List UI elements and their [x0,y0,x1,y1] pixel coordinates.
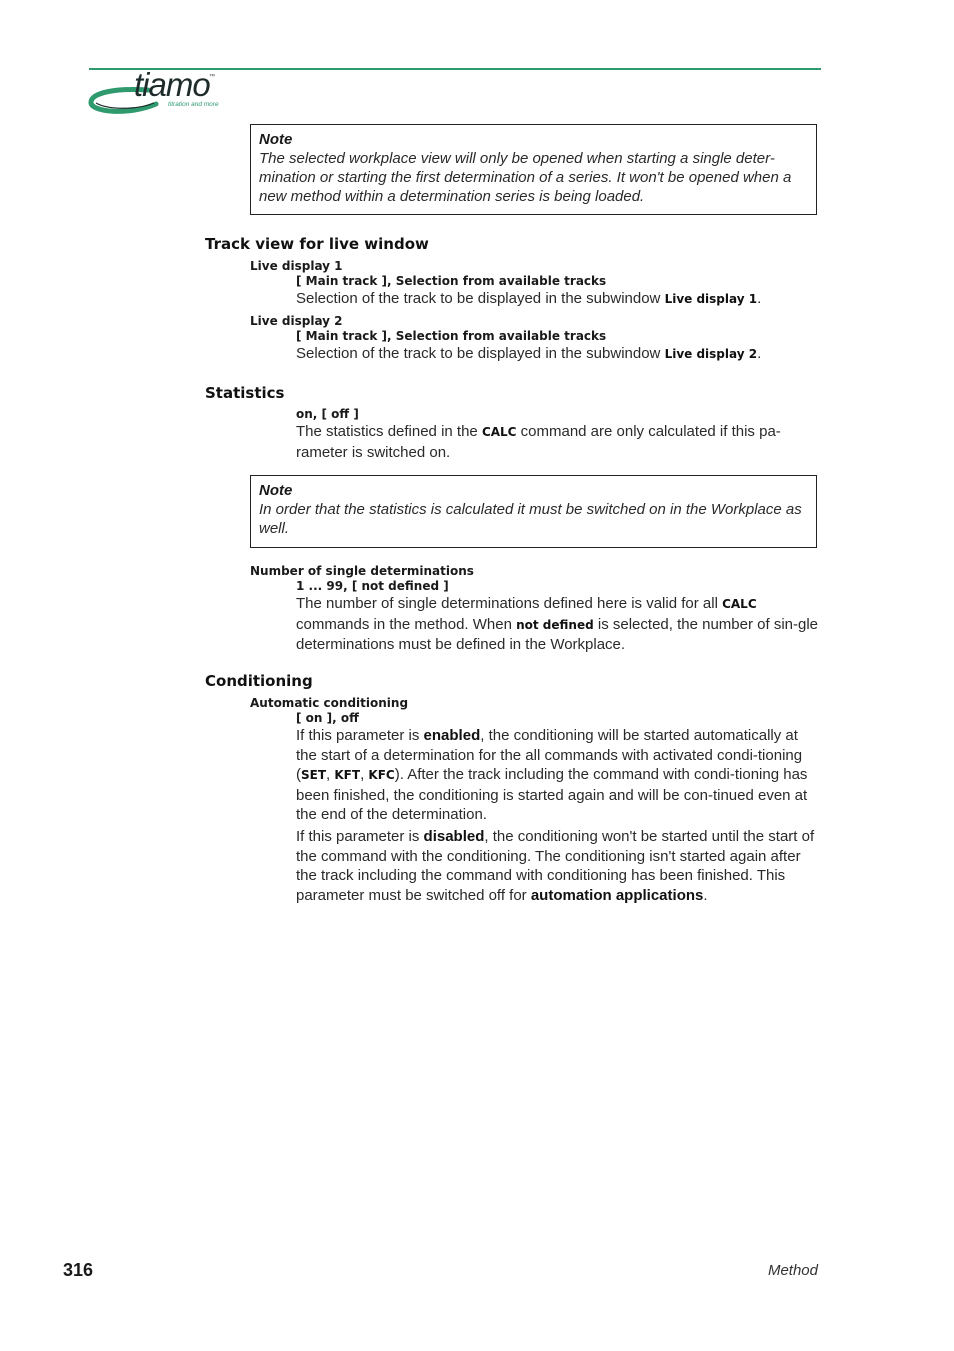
param-desc-conditioning-disabled: If this parameter is disabled, the conditioning won't be started until the start of the command with the conditioning. The conditioning isn't started again after the track including the command with conditioning has been finished. This parameter must be switched off for automation applications. [296,828,815,904]
note-text: In order that the statistics is calculated it must be switched on in the Workplace as well. [259,501,802,537]
logo-trademark: ™ [209,74,215,80]
param-desc-live-display-1: Selection of the track to be displayed in the subwindow Live display 1. [296,290,762,307]
param-desc-live-display-2: Selection of the track to be displayed in the subwindow Live display 2. [296,345,762,362]
chapter-name: Method [767,1262,818,1279]
param-desc-statistics: The statistics defined in the CALC command are only calculated if this pa-rameter is switched on. [296,423,781,461]
section-heading-statistics: Statistics [205,384,285,402]
param-values-live-display-2: [ Main track ], Selection from available tracks [296,329,607,343]
section-heading-track-view: Track view for live window [205,235,429,253]
param-name-number-of-single-determinations: Number of single determinations [250,564,474,578]
tiamo-logo [88,66,238,118]
param-name-live-display-2: Live display 2 [250,314,343,328]
section-heading-conditioning: Conditioning [205,672,313,690]
note-title: Note [259,131,293,148]
param-values-number-of-single-determinations: 1 ... 99, [ not defined ] [296,579,449,593]
logo-word: tiamo [134,66,210,103]
note-title: Note [259,482,293,499]
param-desc-conditioning-enabled: If this parameter is enabled, the conditioning will be started automatically at the start of a determination for the all commands with activated condi-tioning (SET, KFT, KFC). After the track including the command with condi-tioning has been finished, the conditioning is started again and will be con-tinued even at the end of the determination. [296,727,808,823]
param-values-statistics: on, [ off ] [296,407,359,421]
note-text: The selected workplace view will only be opened when starting a single deter-mination or starting the first determination of a series. It won't be opened when a new method within a determination series is being loaded. [259,150,792,205]
param-values-live-display-1: [ Main track ], Selection from available tracks [296,274,607,288]
param-name-live-display-1: Live display 1 [250,259,343,273]
param-name-automatic-conditioning: Automatic conditioning [250,696,409,710]
note-box-statistics [250,475,817,548]
note-box-workplace-view [250,124,817,215]
page-number: 316 [63,1260,94,1280]
param-values-automatic-conditioning: [ on ], off [296,711,359,725]
logo-tagline: titration and more [168,101,219,108]
param-desc-number-of-single-determinations: The number of single determinations defined here is valid for all CALC commands in the method. When not defined is selected, the number of sin-gle determinations must be defined in the Workplace. [296,595,819,653]
